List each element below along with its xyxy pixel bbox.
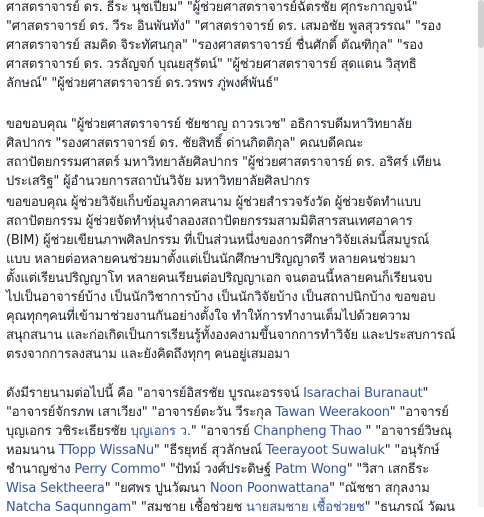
- scrollbar-thumb[interactable]: [478, 0, 484, 48]
- text-segment: คุณทุกๆคนที่เข้ามาช่วยงานกันอย่างตั้งใจ ทำให้การทำงานเต็มไปด้วยความ: [6, 309, 411, 324]
- tagged-name-link[interactable]: Chanpheng Thao: [253, 424, 362, 439]
- text-segment: ขอขอบคุณ "ผู้ช่วยศาสตราจารย์ ชัยชาญ ถาวรเวช" อธิการบดีมหาวิทยาลัย: [6, 117, 413, 132]
- text-segment: " "อาจารย์: [389, 405, 449, 420]
- text-line: [6, 55, 478, 74]
- text-line: [6, 479, 478, 498]
- text-segment: สนุกสนาน และก่อเกิดเป็นการเรียนรู้ทั้งองคงามขึ้นจากการทำวิจัย และประสบการณ์: [6, 328, 456, 343]
- text-segment: ตรงจากการลงสนาม และยังคิดถึงทุกๆ คนอยู่เสมอมา: [6, 347, 290, 362]
- text-segment: สถาปัตยกรรม ผู้ช่วยจัดทำหุ่นจำลองสถาปัตยกรรมสามมิติสารสนเทศอาคาร: [6, 214, 413, 229]
- text-segment: (BIM) ผู้ช่วยเขียนภาพศิลปกรรม ที่เป็นส่วนหนึ่งของการศึกษาวิจัยเล่มนี้สมบูรณ์: [6, 233, 429, 248]
- text-segment: " "วิสา เสกธีระ: [346, 462, 429, 477]
- text-line: [6, 441, 478, 460]
- tagged-name-link[interactable]: Wisa Sektheera: [6, 481, 105, 496]
- text-line: [6, 460, 478, 479]
- text-segment: "ศาสตราจารย์ ดร. วีระ อินพันทัง" "ศาสตราจารย์ ดร. เสมอชัย พูลสุวรรณ" "รอง: [6, 19, 442, 34]
- tagged-name-link[interactable]: Noon Poonwattana: [209, 481, 330, 496]
- text-segment: ขอขอบคุณ ผู้ช่วยวิจัยเก็บข้อมูลภาคสนาม ผู้ช่วยสำรวจรังวัด ผู้ช่วยจัดทำแบบ: [6, 195, 421, 210]
- tagged-name-link[interactable]: Teerayoot Suwaluk: [265, 443, 385, 458]
- text-line: [6, 134, 478, 153]
- tagged-name-link[interactable]: Patm Wong: [274, 462, 347, 477]
- tagged-name-link[interactable]: นายสมชาย เชื้อช่วยช: [246, 500, 365, 515]
- text-segment: ": [422, 386, 429, 401]
- text-line: [6, 384, 478, 403]
- scrollbar-track[interactable]: [478, 0, 484, 507]
- text-line: [6, 74, 478, 93]
- text-line: [6, 326, 478, 345]
- text-line: [6, 345, 478, 364]
- text-line: [6, 250, 478, 269]
- tagged-name-link[interactable]: Perry Commo: [74, 462, 161, 477]
- text-line: [6, 153, 478, 172]
- text-line: [6, 498, 478, 517]
- text-line: [6, 269, 478, 288]
- text-segment: ดังมีรายนามต่อไปนี้ คือ "อาจารย์อิสรชัย บูรณะอรรจน์: [6, 386, 304, 401]
- tagged-name-link[interactable]: Natcha Saqunngam: [6, 500, 132, 515]
- tagged-name-link[interactable]: Isarachai Buranaut: [303, 386, 423, 401]
- text-line: [6, 422, 478, 441]
- text-line: [6, 307, 478, 326]
- text-line: [6, 403, 478, 422]
- text-segment: " "ปัทม์ วงศ์ประดิษฐ์: [160, 462, 275, 477]
- paragraph-thanks-assistants: [6, 193, 478, 364]
- text-segment: ชำนาญช่าง: [6, 462, 75, 477]
- text-segment: " "ณัชชา สกุลงาม: [329, 481, 430, 496]
- text-segment: " "อาจารย์วิษณุ: [361, 424, 452, 439]
- text-line: [6, 36, 478, 55]
- text-segment: " "ธนภรณ์ วัฒน: [364, 500, 455, 515]
- text-line: [6, 172, 478, 191]
- text-segment: สถาปัตยกรรมศาสตร์ มหาวิทยาลัยศิลปากร "ผู้ช่วยศาสตราจารย์ ดร. อริศร์ เทียน: [6, 155, 441, 170]
- text-line: [6, 17, 478, 36]
- text-line: [6, 0, 478, 17]
- tagged-name-link[interactable]: TTopp WissaNu: [58, 443, 154, 458]
- text-segment: ศาสตราจารย์ ดร. วรลัญจก์ บุณยสุรัตน์" "ผู้ช่วยศาสตราจารย์ สุดแดน วิสุทธิ: [6, 57, 417, 72]
- text-segment: ลักษณ์" "ผู้ช่วยศาสตราจารย์ ดร.วรพร ภู่พงศ์พันธ์": [6, 76, 279, 91]
- text-segment: " "ธีรยุทธ์ สุวลักษณ์: [153, 443, 266, 458]
- text-segment: "อาจารย์จักรภพ เสาเวียง" "อาจารย์ตะวัน วีระกุล: [6, 405, 276, 420]
- text-segment: บุญเอกร วชิระเธียรชัย: [6, 424, 131, 439]
- text-segment: ตั้งแต่เรียนปริญญาโท หลายคนเรียนต่อปริญญาเอก จนตอนนี้หลายคนก็เรียนจบ: [6, 271, 433, 286]
- text-line: [6, 115, 478, 134]
- text-segment: " "อนุรักษ์: [384, 443, 440, 458]
- text-segment: " "สมชาย เชื้อช่วยช: [131, 500, 246, 515]
- paragraph-professors: [6, 0, 478, 93]
- text-segment: ไปเป็นอาจารย์บ้าง เป็นนักวิชาการบ้าง เป็นนักวิจัยบ้าง เป็นสถาปนิกบ้าง ขอขอบ: [6, 290, 436, 305]
- text-line: [6, 212, 478, 231]
- text-segment: ศาสตราจารย์ สมคิด จิระทัศนกุล" "รองศาสตราจารย์ ชื่นศักดิ์ ตัณฑิกุล" "รอง: [6, 38, 424, 53]
- text-segment: แบบ หลายต่อหลายคนช่วยมาตั้งแต่เป็นนักศึกษาปริญญาตรี หลายคนช่วยมา: [6, 252, 416, 267]
- tagged-name-link[interactable]: Tawan Weerakoon: [275, 405, 390, 420]
- text-line: [6, 288, 478, 307]
- text-segment: ประเสริฐ" ผู้อำนวยการสถาบันวิจัย มหาวิทยาลัยศิลปากร: [6, 174, 310, 189]
- tagged-name-link[interactable]: บุญเอกร ว.: [130, 424, 191, 439]
- text-segment: " "ยศพร ปูนวัฒนา: [104, 481, 210, 496]
- paragraph-tagged-names: [6, 384, 478, 517]
- text-segment: ศิลปากร "รองศาสตราจารย์ ดร. ชัยสิทธิ์ ด่านกิตติกุล" คณบดีคณะ: [6, 136, 364, 151]
- text-segment: ศาสตราจารย์ ดร. ธีระ นุชเปี่ยม" "ผู้ช่วยศาสตราจารย์ฉัตรชัย ศุกระกาญจน์": [6, 0, 418, 15]
- text-line: [6, 231, 478, 250]
- text-line: [6, 193, 478, 212]
- text-segment: " "อาจารย์: [190, 424, 254, 439]
- paragraph-thanks-administrators: [6, 115, 478, 191]
- text-segment: หอมนาน: [6, 443, 59, 458]
